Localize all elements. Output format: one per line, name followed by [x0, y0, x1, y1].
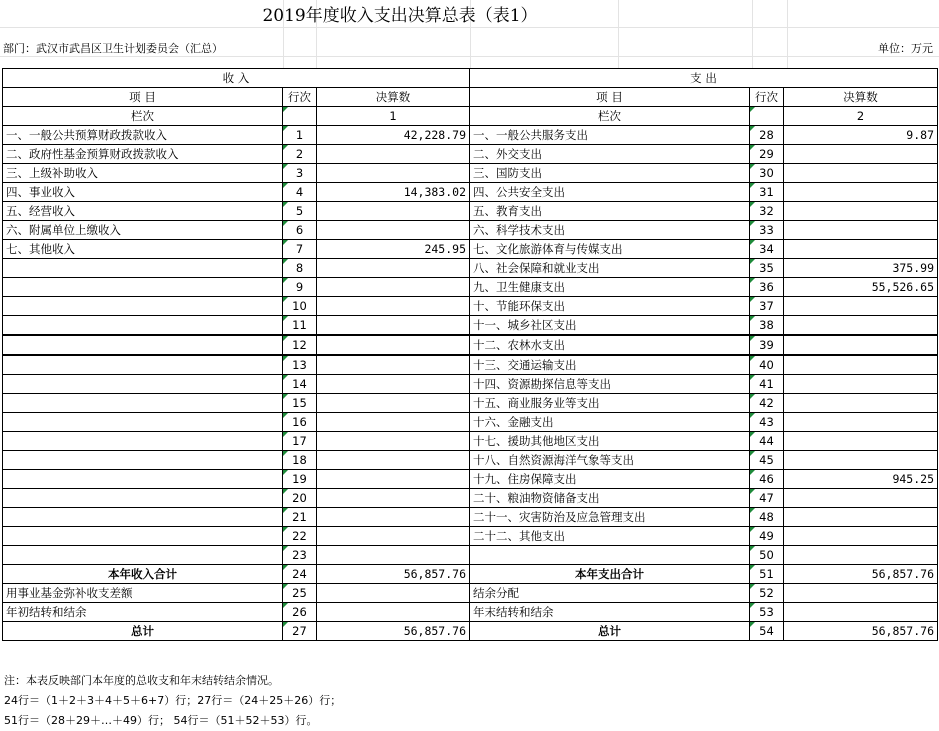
income-item-cell[interactable] — [3, 375, 283, 394]
title-area — [0, 0, 939, 68]
table-row — [3, 126, 938, 145]
row-number: 40 — [759, 358, 774, 372]
expense-amount-cell[interactable] — [784, 202, 938, 221]
income-amount-cell[interactable] — [317, 355, 470, 375]
income-rowno-cell[interactable] — [283, 278, 317, 297]
table-row — [3, 603, 938, 622]
income-amount-cell[interactable] — [317, 221, 470, 240]
expense-rowno-cell[interactable] — [750, 584, 784, 603]
row-number: 25 — [292, 586, 307, 600]
income-amount-cell[interactable] — [317, 202, 470, 221]
table-row — [3, 394, 938, 413]
table-row — [3, 508, 938, 527]
income-rowno-cell[interactable] — [283, 546, 317, 565]
income-amount-cell[interactable]: 14,383.02 — [317, 183, 470, 202]
row-number: 21 — [292, 510, 307, 524]
expense-amount-cell[interactable]: 945.25 — [784, 470, 938, 489]
expense-rowno-cell[interactable] — [750, 297, 784, 316]
expense-amount-cell[interactable]: 375.99 — [784, 259, 938, 278]
income-amount-cell[interactable] — [317, 508, 470, 527]
income-rowno-cell[interactable] — [283, 221, 317, 240]
expense-item-cell[interactable]: 十一、城乡社区支出 — [470, 316, 750, 336]
expense-amount-cell[interactable] — [784, 335, 938, 355]
income-rowno-cell[interactable] — [283, 565, 317, 584]
income-item-cell[interactable] — [3, 278, 283, 297]
table-notes — [4, 671, 341, 731]
expense-rowno-cell[interactable] — [750, 527, 784, 546]
row-number: 34 — [759, 242, 774, 256]
expense-rowno-cell[interactable] — [750, 413, 784, 432]
income-item-header: 项 目 — [3, 88, 283, 107]
section-header-row — [3, 69, 938, 88]
income-amount-cell[interactable]: 56,857.76 — [317, 565, 470, 584]
expense-amount-cell[interactable] — [784, 413, 938, 432]
income-rowno-cell[interactable] — [283, 603, 317, 622]
expense-item-cell[interactable]: 六、科学技术支出 — [470, 221, 750, 240]
expense-item-cell[interactable]: 一、一般公共服务支出 — [470, 126, 750, 145]
expense-item-cell[interactable]: 十三、交通运输支出 — [470, 355, 750, 375]
income-amount-cell[interactable] — [317, 451, 470, 470]
expense-amount-cell[interactable] — [784, 432, 938, 451]
expense-col-label: 栏次 — [470, 107, 750, 126]
income-rowno-cell[interactable] — [283, 240, 317, 259]
expense-section-header: 支 出 — [470, 69, 938, 88]
expense-item-cell[interactable]: 三、国防支出 — [470, 164, 750, 183]
income-rowno-cell[interactable] — [283, 316, 317, 336]
expense-rowno-cell[interactable] — [750, 451, 784, 470]
income-amount-cell[interactable]: 56,857.76 — [317, 622, 470, 641]
expense-amount-cell[interactable] — [784, 240, 938, 259]
income-rowno-cell[interactable] — [283, 355, 317, 375]
row-number: 29 — [759, 147, 774, 161]
row-number: 17 — [292, 434, 307, 448]
expense-item-cell[interactable]: 八、社会保障和就业支出 — [470, 259, 750, 278]
expense-amount-cell[interactable] — [784, 375, 938, 394]
row-number: 44 — [759, 434, 774, 448]
table-row — [3, 565, 938, 584]
income-item-cell[interactable] — [3, 527, 283, 546]
expense-item-cell[interactable]: 十五、商业服务业等支出 — [470, 394, 750, 413]
table-row — [3, 413, 938, 432]
row-number: 9 — [295, 280, 304, 294]
row-number: 32 — [759, 204, 774, 218]
table-row — [3, 375, 938, 394]
expense-rowno-cell[interactable] — [750, 183, 784, 202]
row-number: 11 — [292, 318, 307, 332]
row-number: 20 — [292, 491, 307, 505]
income-item-cell[interactable]: 七、其他收入 — [3, 240, 283, 259]
expense-amount-cell[interactable] — [784, 183, 938, 202]
expense-rowno-cell[interactable] — [750, 221, 784, 240]
income-rowno-cell[interactable] — [283, 202, 317, 221]
expense-col-index: 2 — [784, 107, 938, 126]
income-item-cell[interactable]: 总计 — [3, 622, 283, 641]
row-number: 16 — [292, 415, 307, 429]
expense-item-cell[interactable]: 十七、援助其他地区支出 — [470, 432, 750, 451]
expense-amount-cell[interactable] — [784, 355, 938, 375]
table-row — [3, 489, 938, 508]
expense-item-cell[interactable]: 十四、资源勘探信息等支出 — [470, 375, 750, 394]
income-item-cell[interactable] — [3, 451, 283, 470]
row-number: 22 — [292, 529, 307, 543]
expense-amount-cell[interactable] — [784, 451, 938, 470]
column-index-row — [3, 107, 938, 126]
row-number: 12 — [292, 338, 307, 352]
table-row — [3, 316, 938, 336]
expense-rowno-cell[interactable] — [750, 278, 784, 297]
row-number: 47 — [759, 491, 774, 505]
expense-item-cell[interactable]: 二十二、其他支出 — [470, 527, 750, 546]
expense-rowno-cell[interactable] — [750, 126, 784, 145]
expense-amount-cell[interactable]: 55,526.65 — [784, 278, 938, 297]
table-row — [3, 240, 938, 259]
row-number: 38 — [759, 318, 774, 332]
income-amount-cell[interactable] — [317, 316, 470, 336]
income-item-cell[interactable]: 五、经营收入 — [3, 202, 283, 221]
income-amount-cell[interactable] — [317, 470, 470, 489]
note-line: 51行＝（28＋29＋…＋49）行； 54行＝（51＋52＋53）行。 — [4, 714, 318, 727]
row-number: 5 — [295, 204, 304, 218]
row-number: 41 — [759, 377, 774, 391]
row-number: 37 — [759, 299, 774, 313]
income-item-cell[interactable]: 一、一般公共预算财政拨款收入 — [3, 126, 283, 145]
income-amount-cell[interactable] — [317, 489, 470, 508]
expense-rowno-cell[interactable] — [750, 375, 784, 394]
expense-rowno-cell[interactable] — [750, 202, 784, 221]
expense-rowno-header: 行次 — [750, 88, 784, 107]
expense-rowno-cell[interactable] — [750, 622, 784, 641]
row-number: 39 — [759, 338, 774, 352]
income-rowno-cell[interactable] — [283, 432, 317, 451]
table-row — [3, 527, 938, 546]
row-number: 13 — [292, 358, 307, 372]
income-amount-cell[interactable] — [317, 413, 470, 432]
row-number: 28 — [759, 128, 774, 142]
expense-amount-cell[interactable] — [784, 297, 938, 316]
expense-amount-cell[interactable]: 9.87 — [784, 126, 938, 145]
income-item-cell[interactable] — [3, 413, 283, 432]
column-header-row — [3, 88, 938, 107]
row-number: 1 — [295, 128, 304, 142]
unit-label: 单位：万元 — [878, 42, 933, 55]
expense-amount-cell[interactable] — [784, 527, 938, 546]
income-item-cell[interactable]: 四、事业收入 — [3, 183, 283, 202]
table-row — [3, 335, 938, 355]
expense-amount-cell[interactable] — [784, 584, 938, 603]
income-section-header: 收 入 — [3, 69, 470, 88]
row-number: 27 — [292, 624, 307, 638]
row-number: 48 — [759, 510, 774, 524]
table-row — [3, 202, 938, 221]
expense-rowno-cell[interactable] — [750, 355, 784, 375]
expense-item-cell[interactable]: 十、节能环保支出 — [470, 297, 750, 316]
expense-col-rowno-blank — [750, 107, 784, 126]
table-row — [3, 470, 938, 489]
income-amount-cell[interactable] — [317, 527, 470, 546]
row-number: 31 — [759, 185, 774, 199]
note-line: 24行＝（1＋2＋3＋4＋5＋6+7）行；27行＝（24＋25＋26）行； — [4, 694, 342, 707]
expense-item-cell[interactable] — [470, 546, 750, 565]
table-row — [3, 278, 938, 297]
table-row — [3, 546, 938, 565]
row-number: 46 — [759, 472, 774, 486]
expense-item-cell[interactable]: 本年支出合计 — [470, 565, 750, 584]
row-number: 3 — [295, 166, 304, 180]
row-number: 10 — [292, 299, 307, 313]
income-item-cell[interactable] — [3, 355, 283, 375]
income-amount-cell[interactable] — [317, 335, 470, 355]
income-item-cell[interactable] — [3, 508, 283, 527]
row-number: 50 — [759, 548, 774, 562]
income-item-cell[interactable]: 六、附属单位上缴收入 — [3, 221, 283, 240]
expense-amount-cell[interactable] — [784, 603, 938, 622]
row-number: 26 — [292, 605, 307, 619]
expense-rowno-cell[interactable] — [750, 145, 784, 164]
expense-item-cell[interactable]: 年末结转和结余 — [470, 603, 750, 622]
row-number: 36 — [759, 280, 774, 294]
table-row — [3, 183, 938, 202]
expense-rowno-cell[interactable] — [750, 508, 784, 527]
row-number: 15 — [292, 396, 307, 410]
income-rowno-cell[interactable] — [283, 508, 317, 527]
income-item-cell[interactable] — [3, 432, 283, 451]
expense-amount-cell[interactable] — [784, 221, 938, 240]
income-amount-cell[interactable] — [317, 584, 470, 603]
expense-item-cell[interactable]: 结余分配 — [470, 584, 750, 603]
table-row — [3, 297, 938, 316]
income-rowno-cell[interactable] — [283, 145, 317, 164]
income-item-cell[interactable] — [3, 316, 283, 336]
income-rowno-header: 行次 — [283, 88, 317, 107]
row-number: 8 — [295, 261, 304, 275]
expense-amount-cell[interactable] — [784, 316, 938, 336]
row-number: 4 — [295, 185, 304, 199]
expense-amount-header: 决算数 — [784, 88, 938, 107]
income-rowno-cell[interactable] — [283, 527, 317, 546]
income-rowno-cell[interactable] — [283, 259, 317, 278]
note-line: 注：本表反映部门本年度的总收支和年末结转结余情况。 — [4, 674, 279, 687]
income-amount-cell[interactable] — [317, 259, 470, 278]
expense-item-cell[interactable]: 十九、住房保障支出 — [470, 470, 750, 489]
expense-rowno-cell[interactable] — [750, 240, 784, 259]
expense-rowno-cell[interactable] — [750, 259, 784, 278]
income-item-cell[interactable]: 本年收入合计 — [3, 565, 283, 584]
expense-rowno-cell[interactable] — [750, 489, 784, 508]
income-amount-cell[interactable]: 245.95 — [317, 240, 470, 259]
expense-item-cell[interactable]: 四、公共安全支出 — [470, 183, 750, 202]
expense-item-cell[interactable]: 九、卫生健康支出 — [470, 278, 750, 297]
income-item-cell[interactable] — [3, 546, 283, 565]
expense-item-cell[interactable]: 五、教育支出 — [470, 202, 750, 221]
row-number: 6 — [295, 223, 304, 237]
income-item-cell[interactable]: 年初结转和结余 — [3, 603, 283, 622]
expense-item-cell[interactable]: 二十、粮油物资储备支出 — [470, 489, 750, 508]
expense-amount-cell[interactable] — [784, 546, 938, 565]
row-number: 14 — [292, 377, 307, 391]
row-number: 19 — [292, 472, 307, 486]
income-amount-cell[interactable] — [317, 145, 470, 164]
expense-item-cell[interactable]: 七、文化旅游体育与传媒支出 — [470, 240, 750, 259]
income-rowno-cell[interactable] — [283, 394, 317, 413]
income-rowno-cell[interactable] — [283, 375, 317, 394]
row-number: 24 — [292, 567, 307, 581]
income-rowno-cell[interactable] — [283, 470, 317, 489]
income-item-cell[interactable]: 用事业基金弥补收支差额 — [3, 584, 283, 603]
expense-rowno-cell[interactable] — [750, 603, 784, 622]
expense-amount-cell[interactable] — [784, 508, 938, 527]
expense-amount-cell[interactable] — [784, 145, 938, 164]
income-rowno-cell[interactable] — [283, 489, 317, 508]
row-number: 51 — [759, 567, 774, 581]
expense-rowno-cell[interactable] — [750, 335, 784, 355]
expense-amount-cell[interactable]: 56,857.76 — [784, 622, 938, 641]
expense-rowno-cell[interactable] — [750, 164, 784, 183]
department-label: 部门：武汉市武昌区卫生计划委员会（汇总） — [3, 42, 223, 55]
income-col-index: 1 — [317, 107, 470, 126]
income-item-cell[interactable] — [3, 259, 283, 278]
expense-item-cell[interactable]: 十二、农林水支出 — [470, 335, 750, 355]
table-row — [3, 584, 938, 603]
table-row — [3, 355, 938, 375]
expense-amount-cell[interactable] — [784, 164, 938, 183]
row-number: 18 — [292, 453, 307, 467]
income-item-cell[interactable]: 三、上级补助收入 — [3, 164, 283, 183]
expense-item-cell[interactable]: 总计 — [470, 622, 750, 641]
income-amount-cell[interactable]: 42,228.79 — [317, 126, 470, 145]
table-row — [3, 622, 938, 641]
expense-rowno-cell[interactable] — [750, 394, 784, 413]
income-rowno-cell[interactable] — [283, 126, 317, 145]
income-amount-header: 决算数 — [317, 88, 470, 107]
table-row — [3, 259, 938, 278]
income-amount-cell[interactable] — [317, 603, 470, 622]
row-number: 49 — [759, 529, 774, 543]
income-amount-cell[interactable] — [317, 394, 470, 413]
expense-item-cell[interactable]: 十六、金融支出 — [470, 413, 750, 432]
expense-rowno-cell[interactable] — [750, 470, 784, 489]
table-row — [3, 145, 938, 164]
row-number: 35 — [759, 261, 774, 275]
income-col-label: 栏次 — [3, 107, 283, 126]
page-title: 2019年度收入支出决算总表（表1） — [262, 6, 538, 26]
income-amount-cell[interactable] — [317, 546, 470, 565]
income-amount-cell[interactable] — [317, 297, 470, 316]
income-amount-cell[interactable] — [317, 164, 470, 183]
income-rowno-cell[interactable] — [283, 335, 317, 355]
row-number: 42 — [759, 396, 774, 410]
expense-item-cell[interactable]: 二十一、灾害防治及应急管理支出 — [470, 508, 750, 527]
expense-item-header: 项 目 — [470, 88, 750, 107]
row-number: 54 — [759, 624, 774, 638]
table-row — [3, 432, 938, 451]
income-item-cell[interactable] — [3, 394, 283, 413]
income-amount-cell[interactable] — [317, 432, 470, 451]
row-number: 2 — [295, 147, 304, 161]
income-item-cell[interactable] — [3, 489, 283, 508]
income-rowno-cell[interactable] — [283, 622, 317, 641]
expense-rowno-cell[interactable] — [750, 565, 784, 584]
income-rowno-cell[interactable] — [283, 164, 317, 183]
row-number: 33 — [759, 223, 774, 237]
row-number: 30 — [759, 166, 774, 180]
table-row — [3, 164, 938, 183]
expense-rowno-cell[interactable] — [750, 546, 784, 565]
income-amount-cell[interactable] — [317, 375, 470, 394]
income-rowno-cell[interactable] — [283, 584, 317, 603]
row-number: 7 — [295, 242, 304, 256]
income-rowno-cell[interactable] — [283, 451, 317, 470]
expense-item-cell[interactable]: 二、外交支出 — [470, 145, 750, 164]
income-rowno-cell[interactable] — [283, 413, 317, 432]
row-number: 23 — [292, 548, 307, 562]
income-item-cell[interactable]: 二、政府性基金预算财政拨款收入 — [3, 145, 283, 164]
row-number: 53 — [759, 605, 774, 619]
row-number: 43 — [759, 415, 774, 429]
income-expense-table — [2, 68, 938, 641]
row-number: 52 — [759, 586, 774, 600]
income-col-rowno-blank — [283, 107, 317, 126]
income-rowno-cell[interactable] — [283, 297, 317, 316]
income-item-cell[interactable] — [3, 297, 283, 316]
expense-rowno-cell[interactable] — [750, 432, 784, 451]
expense-amount-cell[interactable] — [784, 394, 938, 413]
expense-item-cell[interactable]: 十八、自然资源海洋气象等支出 — [470, 451, 750, 470]
expense-amount-cell[interactable]: 56,857.76 — [784, 565, 938, 584]
income-rowno-cell[interactable] — [283, 183, 317, 202]
income-item-cell[interactable] — [3, 335, 283, 355]
table-row — [3, 451, 938, 470]
row-number: 45 — [759, 453, 774, 467]
income-item-cell[interactable] — [3, 470, 283, 489]
table-row — [3, 221, 938, 240]
income-amount-cell[interactable] — [317, 278, 470, 297]
expense-rowno-cell[interactable] — [750, 316, 784, 336]
expense-amount-cell[interactable] — [784, 489, 938, 508]
